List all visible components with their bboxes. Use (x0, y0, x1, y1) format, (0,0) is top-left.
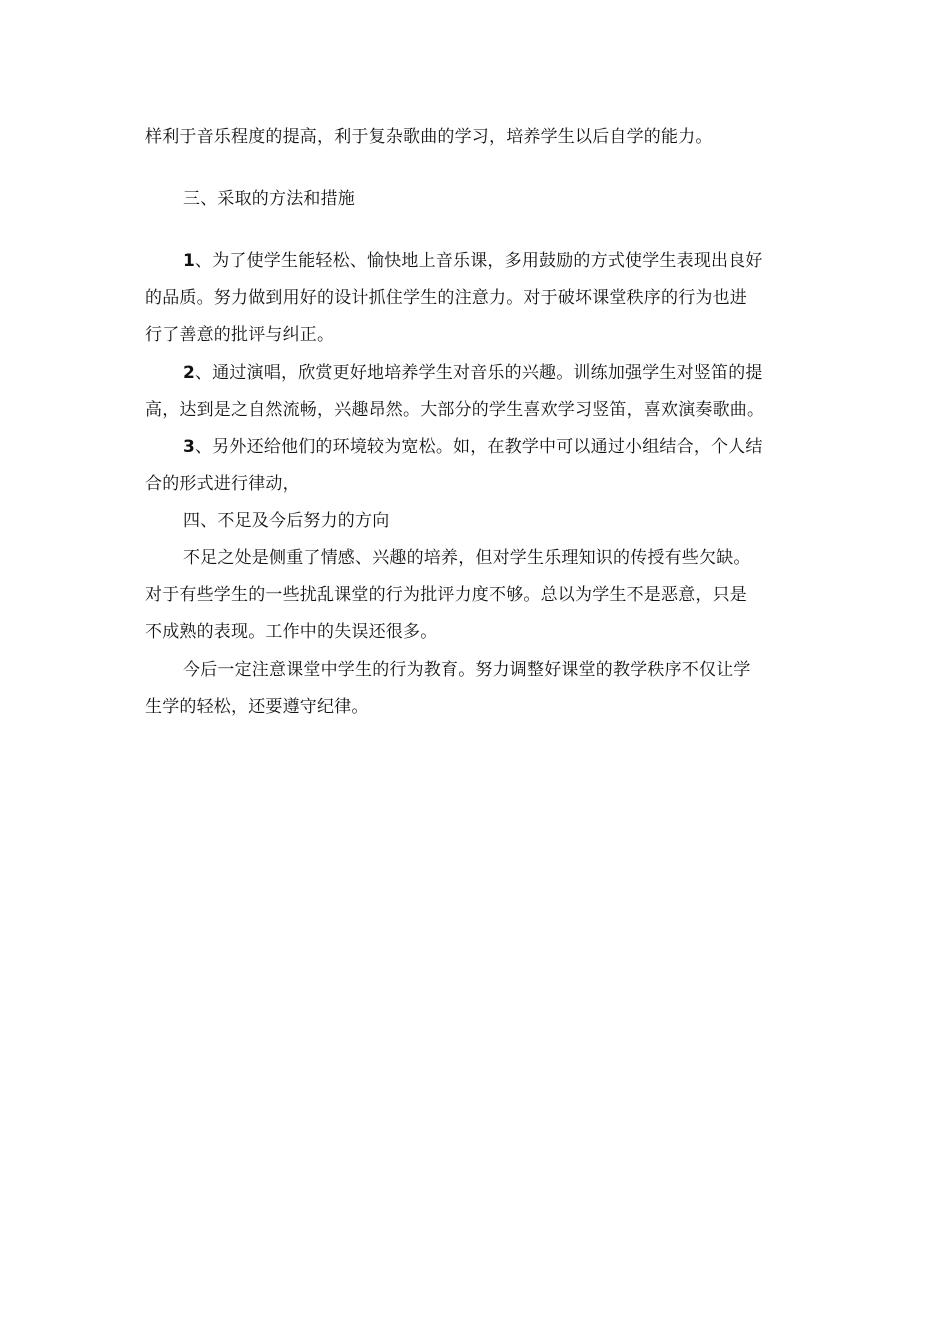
section-heading: 三、采取的方法和措施 (183, 189, 355, 209)
future-paragraph (145, 652, 810, 726)
method-item-1 (145, 243, 810, 354)
item-text: 、通过演唱，欣赏更好地培养学生对音乐的兴趣。训练加强学生对竖笛的提 (195, 363, 763, 383)
paragraph-line: 行了善意的批评与纠正。 (145, 325, 335, 345)
paragraph-line: 对于有些学生的一些扰乱课堂的行为批评力度不够。总以为学生不是恶意，只是 (145, 585, 747, 605)
section-heading: 四、不足及今后努力的方向 (183, 511, 390, 531)
paragraph-line (145, 243, 810, 280)
item-text: 、为了使学生能轻松、愉快地上音乐课，多用鼓励的方式使学生表现出良好 (195, 251, 763, 271)
section-4-heading (145, 503, 810, 540)
item-text: 、另外还给他们的环境较为宽松。如，在教学中可以通过小组结合，个人结 (195, 437, 763, 457)
method-item-2 (145, 355, 810, 429)
paragraph-line: 合的形式进行律动， (145, 474, 300, 494)
paragraph-line: 不成熟的表现。工作中的失误还很多。 (145, 622, 438, 642)
paragraph-line: 的品质。努力做到用好的设计抓住学生的注意力。对于破坏课堂秩序的行为也进 (145, 288, 747, 308)
paragraph-line: 高，达到是之自然流畅，兴趣昂然。大部分的学生喜欢学习竖笛，喜欢演奏歌曲。 (145, 400, 765, 420)
section-3-heading (145, 181, 810, 218)
item-number: 3 (183, 437, 196, 457)
intro-paragraph (145, 119, 810, 156)
paragraph-line (145, 429, 810, 466)
paragraph-line (145, 355, 810, 392)
paragraph-line: 今后一定注意课堂中学生的行为教育。努力调整好课堂的教学秩序不仅让学 (183, 660, 751, 680)
shortcomings-paragraph (145, 540, 810, 651)
paragraph-line: 样利于音乐程度的提高，利于复杂歌曲的学习，培养学生以后自学的能力。 (145, 127, 713, 147)
paragraph-line: 不足之处是侧重了情感、兴趣的培养，但对学生乐理知识的传授有些欠缺。 (183, 548, 751, 568)
method-item-3 (145, 429, 810, 503)
item-number: 2 (183, 363, 196, 383)
paragraph-line: 生学的轻松，还要遵守纪律。 (145, 697, 369, 717)
item-number: 1 (183, 251, 196, 271)
